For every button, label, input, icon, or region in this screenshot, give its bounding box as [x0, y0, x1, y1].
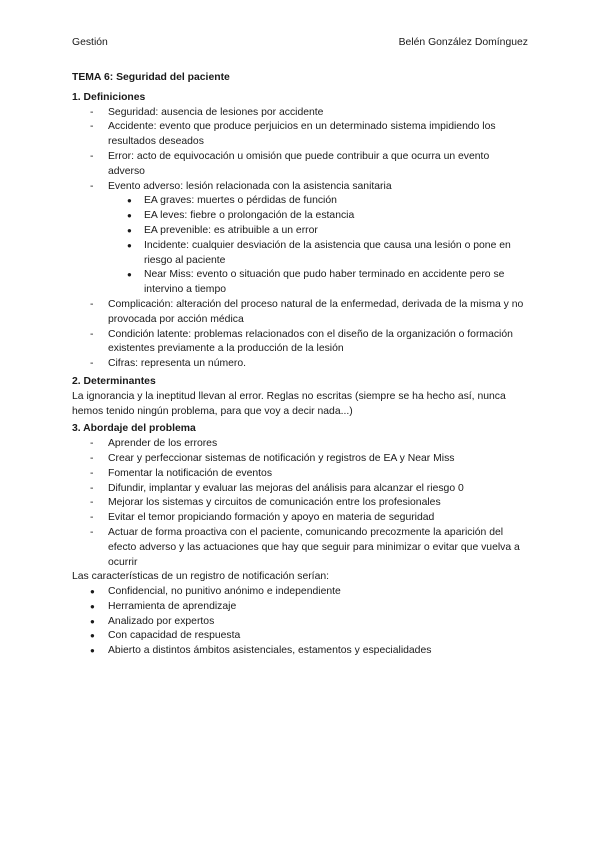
document-body	[72, 71, 528, 659]
registro-intro: Las características de un registro de notificación serían:	[72, 571, 330, 583]
section-heading-determinantes: 2. Determinantes	[72, 375, 156, 387]
page-header	[72, 36, 528, 51]
list-item: - Cifras: representa un número.	[72, 357, 528, 372]
header-author: Belén González Domínguez	[398, 37, 528, 48]
dash-marker: -	[90, 121, 94, 133]
list-item: - Aprender de los errores	[72, 437, 528, 452]
dash-marker: -	[90, 150, 94, 162]
header-subject: Gestión	[72, 37, 108, 48]
evento-adverso-sublist	[72, 194, 528, 298]
list-item: ● Abierto a distintos ámbitos asistenciales, estamentos y especialidades	[72, 644, 528, 659]
dash-marker: -	[90, 497, 94, 509]
dash-marker: -	[90, 467, 94, 479]
dash-marker: -	[90, 358, 94, 370]
list-item: ● EA leves: fiebre o prolongación de la estancia	[72, 209, 528, 224]
dash-marker: -	[90, 526, 94, 538]
list-item: - Mejorar los sistemas y circuitos de comunicación entre los profesionales	[72, 496, 528, 511]
list-item: ● EA graves: muertes o pérdidas de función	[72, 194, 528, 209]
dash-marker: -	[90, 180, 94, 192]
dash-marker: -	[90, 512, 94, 524]
bullet-marker: ●	[90, 601, 95, 611]
bullet-marker: ●	[90, 616, 95, 626]
list-item: - Actuar de forma proactiva con el paciente, comunicando precozmente la aparición del efecto adverso y las actuaciones que hay que seguir para minimizar o evitar que vuelva a ocurrir	[90, 526, 520, 568]
registro-list	[72, 585, 528, 659]
bullet-marker: ●	[127, 211, 132, 221]
list-item: - Evitar el temor propiciando formación y apoyo en materia de seguridad	[72, 511, 528, 526]
dash-marker: -	[90, 328, 94, 340]
dash-marker: -	[90, 106, 94, 118]
list-item: - Condición latente: problemas relacionados con el diseño de la organización o formación existentes previamente a la producción de la lesión	[90, 328, 513, 355]
list-item: - Evento adverso: lesión relacionada con la asistencia sanitaria	[72, 180, 528, 195]
list-item: - Complicación: alteración del proceso natural de la enfermedad, derivada de la misma y no provocada por acción médica	[90, 298, 524, 325]
list-item: - Fomentar la notificación de eventos	[72, 467, 528, 482]
list-item: - Difundir, implantar y evaluar las mejoras del análisis para alcanzar el riesgo 0	[72, 482, 528, 497]
bullet-marker: ●	[127, 240, 132, 250]
list-item: - Seguridad: ausencia de lesiones por accidente	[72, 106, 528, 121]
list-item: ● Herramienta de aprendizaje	[72, 600, 528, 615]
bullet-marker: ●	[127, 270, 132, 280]
section-heading-abordaje: 3. Abordaje del problema	[72, 423, 196, 435]
definiciones-list-continued	[72, 298, 528, 372]
determinantes-paragraph: La ignorancia y la ineptitud llevan al error. Reglas no escritas (siempre se ha hecho así, nunca hemos tenido ningún problema, para que voy a decir nada...)	[72, 390, 506, 417]
list-item: ● Incidente: cualquier desviación de la asistencia que causa una lesión o pone en riesgo al paciente	[127, 239, 511, 266]
dash-marker: -	[90, 482, 94, 494]
dash-marker: -	[90, 438, 94, 450]
list-item: ● Confidencial, no punitivo anónimo e independiente	[72, 585, 528, 600]
list-item: - Error: acto de equivocación u omisión que puede contribuir a que ocurra un evento adverso	[90, 150, 490, 177]
bullet-marker: ●	[90, 646, 95, 656]
bullet-marker: ●	[90, 587, 95, 597]
definiciones-list	[72, 106, 528, 195]
list-item: ● Near Miss: evento o situación que pudo haber terminado en accidente pero se intervino a tiempo	[127, 269, 505, 296]
dash-marker: -	[90, 298, 94, 310]
section-heading-definiciones: 1. Definiciones	[72, 91, 146, 103]
list-item: - Accidente: evento que produce perjuicios en un determinado sistema impidiendo los resultados deseados	[90, 121, 496, 148]
document-title: TEMA 6: Seguridad del paciente	[72, 72, 230, 83]
bullet-marker: ●	[127, 225, 132, 235]
dash-marker: -	[90, 452, 94, 464]
list-item: - Crear y perfeccionar sistemas de notificación y registros de EA y Near Miss	[72, 452, 528, 467]
list-item: ● Analizado por expertos	[72, 615, 528, 630]
bullet-marker: ●	[127, 196, 132, 206]
abordaje-list	[72, 437, 528, 570]
list-item: ● Con capacidad de respuesta	[72, 629, 528, 644]
bullet-marker: ●	[90, 631, 95, 641]
list-item: ● EA prevenible: es atribuible a un error	[72, 224, 528, 239]
